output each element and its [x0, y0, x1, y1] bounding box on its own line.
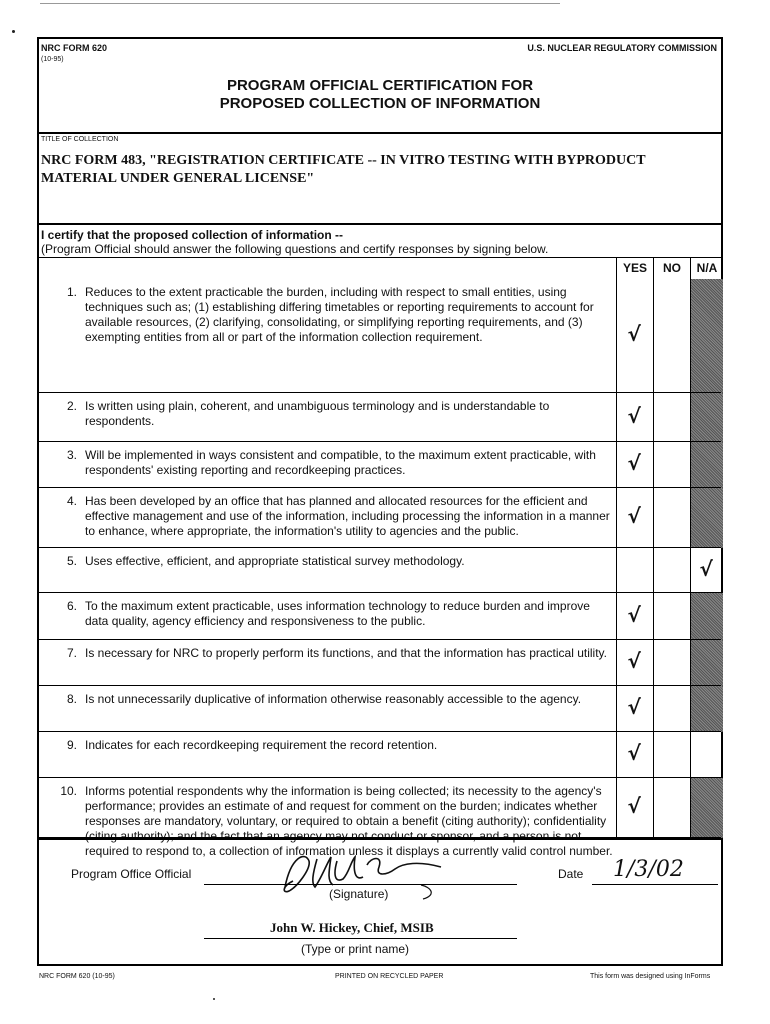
question-text: Informs potential respondents why the information is being collected; its necessity to the agency's performance; provides an estimate of and request for comment on the burden; indicates whether responses are mandatory, voluntary, or required to obtain a benefit (citing authority); confidentiality (citing authority); and the fact that an agency may not conduct or sponsor, and a person is not required to respond to, a collection of information unless it displays a currently valid control number.: [85, 784, 613, 858]
answer-cell-na[interactable]: [690, 279, 723, 393]
answer-cell-no[interactable]: [653, 593, 690, 640]
signature-caption: (Signature): [329, 887, 389, 901]
scan-speck: [213, 998, 215, 1000]
answer-cell-no[interactable]: [653, 732, 690, 778]
agency-name: U.S. NUCLEAR REGULATORY COMMISSION: [527, 43, 717, 53]
answer-cell-no[interactable]: [653, 488, 690, 548]
question-number: 6.: [66, 599, 77, 613]
check-mark-icon: √: [627, 794, 641, 818]
answer-cell-na[interactable]: [690, 686, 723, 732]
answer-cell-no[interactable]: [653, 279, 690, 393]
column-header-no: NO: [653, 257, 690, 279]
check-mark-icon: √: [627, 695, 641, 719]
answer-cell-no[interactable]: [653, 393, 690, 442]
question-number: 7.: [66, 646, 77, 660]
answer-cell-na[interactable]: [690, 548, 723, 593]
answer-cell-yes[interactable]: [616, 593, 653, 640]
question-row: [39, 279, 721, 393]
form-revision: (10-95): [41, 56, 64, 63]
certify-heading: I certify that the proposed collection of information --: [41, 228, 344, 242]
scan-speck: [12, 30, 15, 33]
collection-title: NRC FORM 483, "REGISTRATION CERTIFICATE -- IN VITRO TESTING WITH BYPRODUCT MATERIAL UNDER GENERAL LICENSE": [41, 153, 646, 186]
form-title-line1: PROGRAM OFFICIAL CERTIFICATION FOR: [226, 77, 534, 94]
divider: [39, 223, 721, 225]
answer-cell-no[interactable]: [653, 778, 690, 838]
signature-section: [39, 839, 721, 967]
question-number: 4.: [66, 494, 77, 508]
scan-edge-line: [40, 3, 560, 4]
answer-cell-no[interactable]: [653, 442, 690, 488]
column-header-yes: YES: [616, 257, 653, 279]
form-title: [39, 77, 721, 113]
answer-cell-yes[interactable]: [616, 488, 653, 548]
check-mark-icon: √: [627, 504, 641, 528]
footer-form-id: NRC FORM 620 (10-95): [39, 973, 115, 980]
answer-cell-yes[interactable]: [616, 686, 653, 732]
question-row: [39, 442, 721, 488]
answer-cell-yes[interactable]: [616, 732, 653, 778]
check-mark-icon: √: [627, 649, 641, 673]
nrc-form-620: [37, 37, 723, 966]
date-value: 1/3/02: [613, 857, 684, 882]
question-text: Indicates for each recordkeeping requirement the record retention.: [85, 738, 438, 752]
check-mark-icon: √: [627, 741, 641, 765]
answer-cell-na[interactable]: [690, 732, 723, 778]
question-row: [39, 393, 721, 442]
check-mark-icon: √: [627, 322, 641, 346]
column-header-na: N/A: [690, 257, 723, 279]
question-number: 8.: [66, 692, 77, 706]
question-number: 5.: [66, 554, 77, 568]
question-number: 2.: [66, 399, 77, 413]
question-text: Reduces to the extent practicable the burden, including with respect to small entities, using techniques such as; (1) establishing differing timetables or reporting requirements to account for available resources, (2) clarifying, consolidating, or simplifying reporting requirements, and (3) exempting entities from all or part of the information collection requirement.: [85, 285, 594, 344]
footer-designed: This form was designed using InForms: [590, 973, 711, 980]
question-number: 9.: [66, 738, 77, 752]
check-mark-icon: √: [627, 602, 641, 627]
date-line: [592, 884, 718, 885]
official-label: Program Office Official: [71, 867, 192, 881]
answer-cell-na[interactable]: [690, 640, 723, 686]
answer-cell-na[interactable]: [690, 393, 723, 442]
answer-cell-no[interactable]: [653, 548, 690, 593]
printed-name: John W. Hickey, Chief, MSIB: [270, 920, 434, 935]
certify-instruction: (Program Official should answer the following questions and certify responses by signing below.: [41, 242, 549, 256]
answer-cell-yes[interactable]: [616, 393, 653, 442]
form-title-line2: PROPOSED COLLECTION OF INFORMATION: [219, 95, 541, 112]
name-caption: (Type or print name): [301, 942, 410, 956]
divider: [39, 132, 721, 134]
date-label: Date: [558, 867, 584, 881]
question-text: Uses effective, efficient, and appropriate statistical survey methodology.: [85, 554, 465, 568]
signature-line: [204, 884, 517, 885]
question-text: Is not unnecessarily duplicative of information otherwise reasonably accessible to the agency.: [85, 692, 582, 706]
question-text: To the maximum extent practicable, uses information technology to reduce burden and improve data quality, agency efficiency and responsiveness to the public.: [85, 599, 590, 628]
form-id: NRC FORM 620: [41, 43, 108, 53]
question-row: [39, 778, 721, 858]
answer-cell-na[interactable]: [690, 593, 723, 640]
question-text: Is written using plain, coherent, and unambiguous terminology and is understandable to respondents.: [85, 399, 550, 428]
answer-cell-yes[interactable]: [616, 548, 653, 593]
question-row: [39, 548, 721, 593]
answer-cell-no[interactable]: [653, 640, 690, 686]
check-mark-icon: √: [627, 451, 641, 475]
question-text: Has been developed by an office that has planned and allocated resources for the efficient and effective management and use of the information, including processing the information in a manner to enhance, where appropriate, the information's utility to agencies and the public.: [85, 494, 610, 538]
question-text: Is necessary for NRC to properly perform its functions, and that the information has practical utility.: [85, 646, 607, 660]
check-mark-icon: √: [627, 403, 641, 428]
answer-cell-yes[interactable]: [616, 279, 653, 393]
question-row: [39, 488, 721, 548]
check-mark-icon: √: [699, 556, 713, 581]
question-row: [39, 640, 721, 686]
footer-recycled: PRINTED ON RECYCLED PAPER: [335, 973, 444, 980]
collection-title-label: TITLE OF COLLECTION: [41, 136, 119, 143]
answer-cell-yes[interactable]: [616, 442, 653, 488]
question-row: [39, 732, 721, 778]
question-row: [39, 686, 721, 732]
question-number: 10.: [60, 784, 77, 798]
answer-cell-na[interactable]: [690, 488, 723, 548]
answer-cell-na[interactable]: [690, 442, 723, 488]
question-number: 1.: [66, 285, 77, 299]
answer-cell-yes[interactable]: [616, 778, 653, 838]
question-text: Will be implemented in ways consistent and compatible, to the maximum extent practicable, with respondents' existing reporting and recordkeeping practices.: [85, 448, 596, 477]
answer-cell-no[interactable]: [653, 686, 690, 732]
certify-block: [41, 228, 548, 256]
answer-cell-yes[interactable]: [616, 640, 653, 686]
form-id-block: [41, 43, 107, 65]
question-row: [39, 593, 721, 640]
answer-cell-na[interactable]: [690, 778, 723, 838]
name-line: [204, 938, 517, 939]
question-number: 3.: [66, 448, 77, 462]
